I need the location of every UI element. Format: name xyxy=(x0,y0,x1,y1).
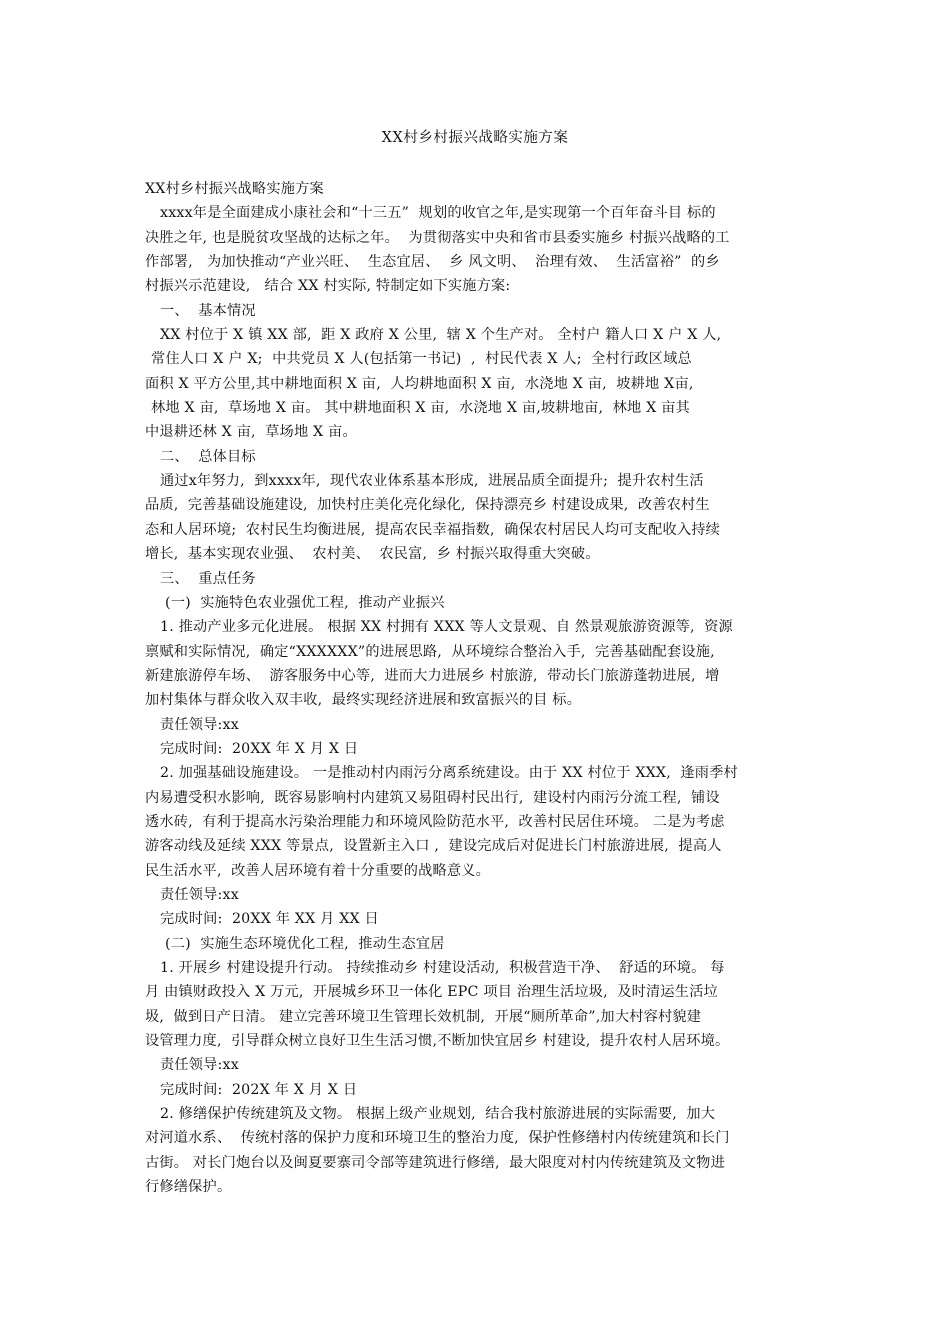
completion-time: 完成时间: 20XX 年 XX 月 XX 日 xyxy=(160,911,379,928)
paragraph-line: xxxx年是全面建成小康社会和“十三五” 规划的收官之年,是实现第一个百年奋斗目 标的 xyxy=(160,205,716,222)
section-heading: 一、 基本情况 xyxy=(160,302,256,319)
paragraph-line: 透水砖, 有利于提高水污染治理能力和环境风险防范水平, 改善村民居住环境。 二是为考虑 xyxy=(145,813,725,830)
paragraph-line: 2. 加强基础设施建设。 一是推动村内雨污分离系统建设。由于 XX 村位于 XXX, 逢雨季村 xyxy=(160,765,738,782)
paragraph-line: 1. 开展乡 村建设提升行动。 持续推动乡 村建设活动, 积极营造干净、 舒适的环境。 每 xyxy=(160,960,725,976)
paragraph-line: 常住人口 X 户 X; 中共党员 X 人(包括第一书记) , 村民代表 X 人; 全村行政区域总 xyxy=(151,351,692,368)
paragraph-line: 民生活水平, 改善人居环境有着十分重要的战略意义。 xyxy=(145,862,491,879)
subsection-heading: (一) 实施特色农业强优工程, 推动产业振兴 xyxy=(165,594,445,611)
paragraph-line: 游客动线及延续 XXX 等景点, 设置新主入口 , 建设完成后对促进长门村旅游进展, 提高人 xyxy=(145,838,722,855)
paragraph-line: 态和人居环境; 农村民生均衡进展, 提高农民幸福指数, 确保农村居民人均可支配收入持续 xyxy=(145,521,720,538)
document-body xyxy=(145,177,820,1199)
paragraph-line: 品质, 完善基础设施建设, 加快村庄美化亮化绿化, 保持漂亮乡 村建设成果, 改善农村生 xyxy=(145,497,710,514)
section-heading: 三、 重点任务 xyxy=(160,570,256,587)
paragraph-line: 古街。 对长门炮台以及闽夏要寨司令部等建筑进行修缮, 最大限度对村内传统建筑及文物进 xyxy=(145,1154,725,1171)
paragraph-line: 月 由镇财政投入 X 万元, 开展城乡环卫一体化 EPC 项目 治理生活垃圾, 及时清运生活垃 xyxy=(145,984,718,1001)
paragraph-line: 圾, 做到日产日清。 建立完善环境卫生管理长效机制, 开展“厕所革命”,加大村容村貌建 xyxy=(145,1008,702,1025)
section-heading: 二、 总体目标 xyxy=(160,448,256,465)
subsection-heading: (二) 实施生态环境优化工程, 推动生态宜居 xyxy=(165,935,445,952)
paragraph-line: 增长, 基本实现农业强、 农村美、 农民富, 乡 村振兴取得重大突破。 xyxy=(145,546,600,563)
paragraph-line: 1. 推动产业多元化进展。 根据 XX 村拥有 XXX 等人文景观、自 然景观旅游资源等, 资源 xyxy=(160,619,733,636)
paragraph-line: 加村集体与群众收入双丰收, 最终实现经济进展和致富振兴的目 标。 xyxy=(145,692,582,709)
paragraph-line: 对河道水系、 传统村落的保护力度和环境卫生的整治力度, 保护性修缮村内传统建筑和长门 xyxy=(145,1130,730,1147)
paragraph-line: 2. 修缮保护传统建筑及文物。 根据上级产业规划, 结合我村旅游进展的实际需要, 加大 xyxy=(160,1106,716,1123)
paragraph-line: 决胜之年, 也是脱贫攻坚战的达标之年。 为贯彻落实中央和省市县委实施乡 村振兴战略的工 xyxy=(145,229,730,246)
paragraph-line: 作部署, 为加快推动“产业兴旺、 生态宜居、 乡 风文明、 治理有效、 生活富裕” 的乡 xyxy=(145,254,720,271)
paragraph-line: 林地 X 亩, 草场地 X 亩。 其中耕地面积 X 亩, 水浇地 X 亩,坡耕地亩, 林地 X 亩其 xyxy=(151,400,690,417)
paragraph-line: 村振兴示范建设, 结合 XX 村实际, 特制定如下实施方案: xyxy=(145,278,511,295)
responsible-leader: 责任领导:xx xyxy=(160,1057,239,1074)
paragraph-line: 行修缮保护。 xyxy=(145,1179,232,1196)
paragraph-line: 中退耕还林 X 亩, 草场地 X 亩。 xyxy=(145,424,357,441)
paragraph-line: 通过x年努力, 到xxxx年, 现代农业体系基本形成, 进展品质全面提升; 提升农村生活 xyxy=(160,473,704,490)
paragraph-line: 面积 X 平方公里,其中耕地面积 X 亩, 人均耕地面积 X 亩, 水浇地 X 亩, 坡耕地 X亩, xyxy=(145,375,694,392)
paragraph-line: XX 村位于 X 镇 XX 部, 距 X 政府 X 公里, 辖 X 个生产对。 全村户 籍人口 X 户 X 人, xyxy=(160,327,722,344)
paragraph-line: 禀赋和实际情况, 确定“XXXXXX”的进展思路, 从环境综合整治入手, 完善基础配套设施, xyxy=(145,643,715,660)
responsible-leader: 责任领导:xx xyxy=(160,716,239,733)
doc-subtitle: XX村乡村振兴战略实施方案 xyxy=(145,181,324,197)
document-title: XX村乡村振兴战略实施方案 xyxy=(381,130,569,146)
paragraph-line: 新建旅游停车场、 游客服务中心等, 进而大力进展乡 村旅游, 带动长门旅游蓬勃进展, 增 xyxy=(145,667,720,684)
paragraph-line: 设管理力度, 引导群众树立良好卫生生活习惯,不断加快宜居乡 村建设, 提升农村人居环境。 xyxy=(145,1033,730,1050)
responsible-leader: 责任领导:xx xyxy=(160,886,239,903)
completion-time: 完成时间: 202X 年 X 月 X 日 xyxy=(160,1081,358,1098)
paragraph-line: 内易遭受积水影响, 既容易影响村内建筑又易阻碍村民出行, 建设村内雨污分流工程, 铺设 xyxy=(145,789,720,806)
completion-time: 完成时间: 20XX 年 X 月 X 日 xyxy=(160,740,359,757)
